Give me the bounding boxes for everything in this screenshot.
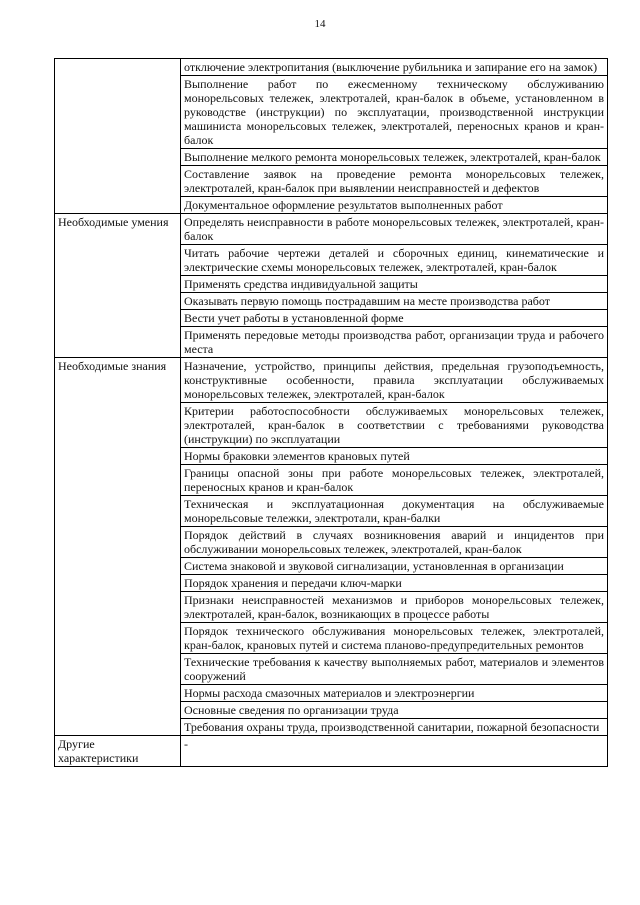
section-items [181, 358, 608, 736]
required-knowledge-row [55, 358, 608, 736]
list-item: Составление заявок на проведение ремонта монорельсовых тележек, электроталей, кран-балок при выявлении неисправностей и дефектов [181, 166, 607, 197]
page-number: 14 [314, 18, 326, 30]
list-item: Основные сведения по организации труда [181, 702, 607, 719]
section-label: Необходимые умения [55, 214, 181, 358]
other-characteristics-row [55, 736, 608, 767]
list-item: Читать рабочие чертежи деталей и сборочных единиц, кинематические и электрические схемы монорельсовых тележек, электроталей, кран-балок [181, 245, 607, 276]
list-item: Нормы браковки элементов крановых путей [181, 448, 607, 465]
other-characteristics-value: - [181, 736, 608, 767]
list-item: Применять передовые методы производства работ, организации труда и рабочего места [184, 328, 604, 356]
list-item: Критерии работоспособности обслуживаемых монорельсовых тележек, электроталей, кран-балок в соответствии с требованиями руководства (инструкции) по эксплуатации [181, 403, 607, 448]
list-item: Применять средства индивидуальной защиты [181, 276, 607, 293]
section-items [181, 214, 608, 358]
list-item: Требования охраны труда, производственной санитарии, пожарной безопасности [184, 720, 600, 734]
list-item: отключение электропитания (выключение рубильника и запирание его на замок) [181, 59, 607, 76]
list-item: Назначение, устройство, принципы действия, предельная грузоподъемность, конструктивные особенности, правила эксплуатации обслуживаемых монорельсовых тележек, электроталей, кран-балок [181, 358, 607, 403]
list-item: Технические требования к качеству выполняемых работ, материалов и элементов сооружений [181, 654, 607, 685]
list-item: Оказывать первую помощь пострадавшим на месте производства работ [181, 293, 607, 310]
list-item: Документальное оформление результатов выполненных работ [184, 198, 503, 212]
table-body [55, 59, 608, 767]
section-items [181, 59, 608, 214]
list-item: Нормы расхода смазочных материалов и электроэнергии [181, 685, 607, 702]
labor-functions-table [54, 58, 608, 767]
other-characteristics-label: Другие характеристики [55, 736, 181, 767]
list-item: Признаки неисправностей механизмов и приборов монорельсовых тележек, электроталей, кран-балок, возникающих в процессе работы [181, 592, 607, 623]
list-item: Система знаковой и звуковой сигнализации, установленная в организации [181, 558, 607, 575]
list-item: Техническая и эксплуатационная документация на обслуживаемые монорельсовые тележки, электротали, кран-балки [181, 496, 607, 527]
section-label [55, 59, 181, 214]
actions-continued-row [55, 59, 608, 214]
list-item: Порядок действий в случаях возникновения аварий и инцидентов при обслуживании монорельсовых тележек, электроталей, кран-балок [181, 527, 607, 558]
list-item: Границы опасной зоны при работе монорельсовых тележек, электроталей, переносных кранов и кран-балок [181, 465, 607, 496]
list-item: Порядок технического обслуживания монорельсовых тележек, электроталей, кран-балок, крановых путей и система планово-предупредительных ремонтов [181, 623, 607, 654]
required-skills-row [55, 214, 608, 358]
list-item: Выполнение мелкого ремонта монорельсовых тележек, электроталей, кран-балок [181, 149, 607, 166]
list-item: Вести учет работы в установленной форме [181, 310, 607, 327]
section-label: Необходимые знания [55, 358, 181, 736]
list-item: Порядок хранения и передачи ключ-марки [181, 575, 607, 592]
list-item: Выполнение работ по ежесменному техническому обслуживанию монорельсовых тележек, электроталей, кран-балок в объеме, установленном в руководстве (инструкции) по эксплуатации, производственной инструкции машиниста монорельсовых тележек, электроталей, переносных кранов и кран-балок [181, 76, 607, 149]
list-item: Определять неисправности в работе монорельсовых тележек, электроталей, кран-балок [181, 214, 607, 245]
